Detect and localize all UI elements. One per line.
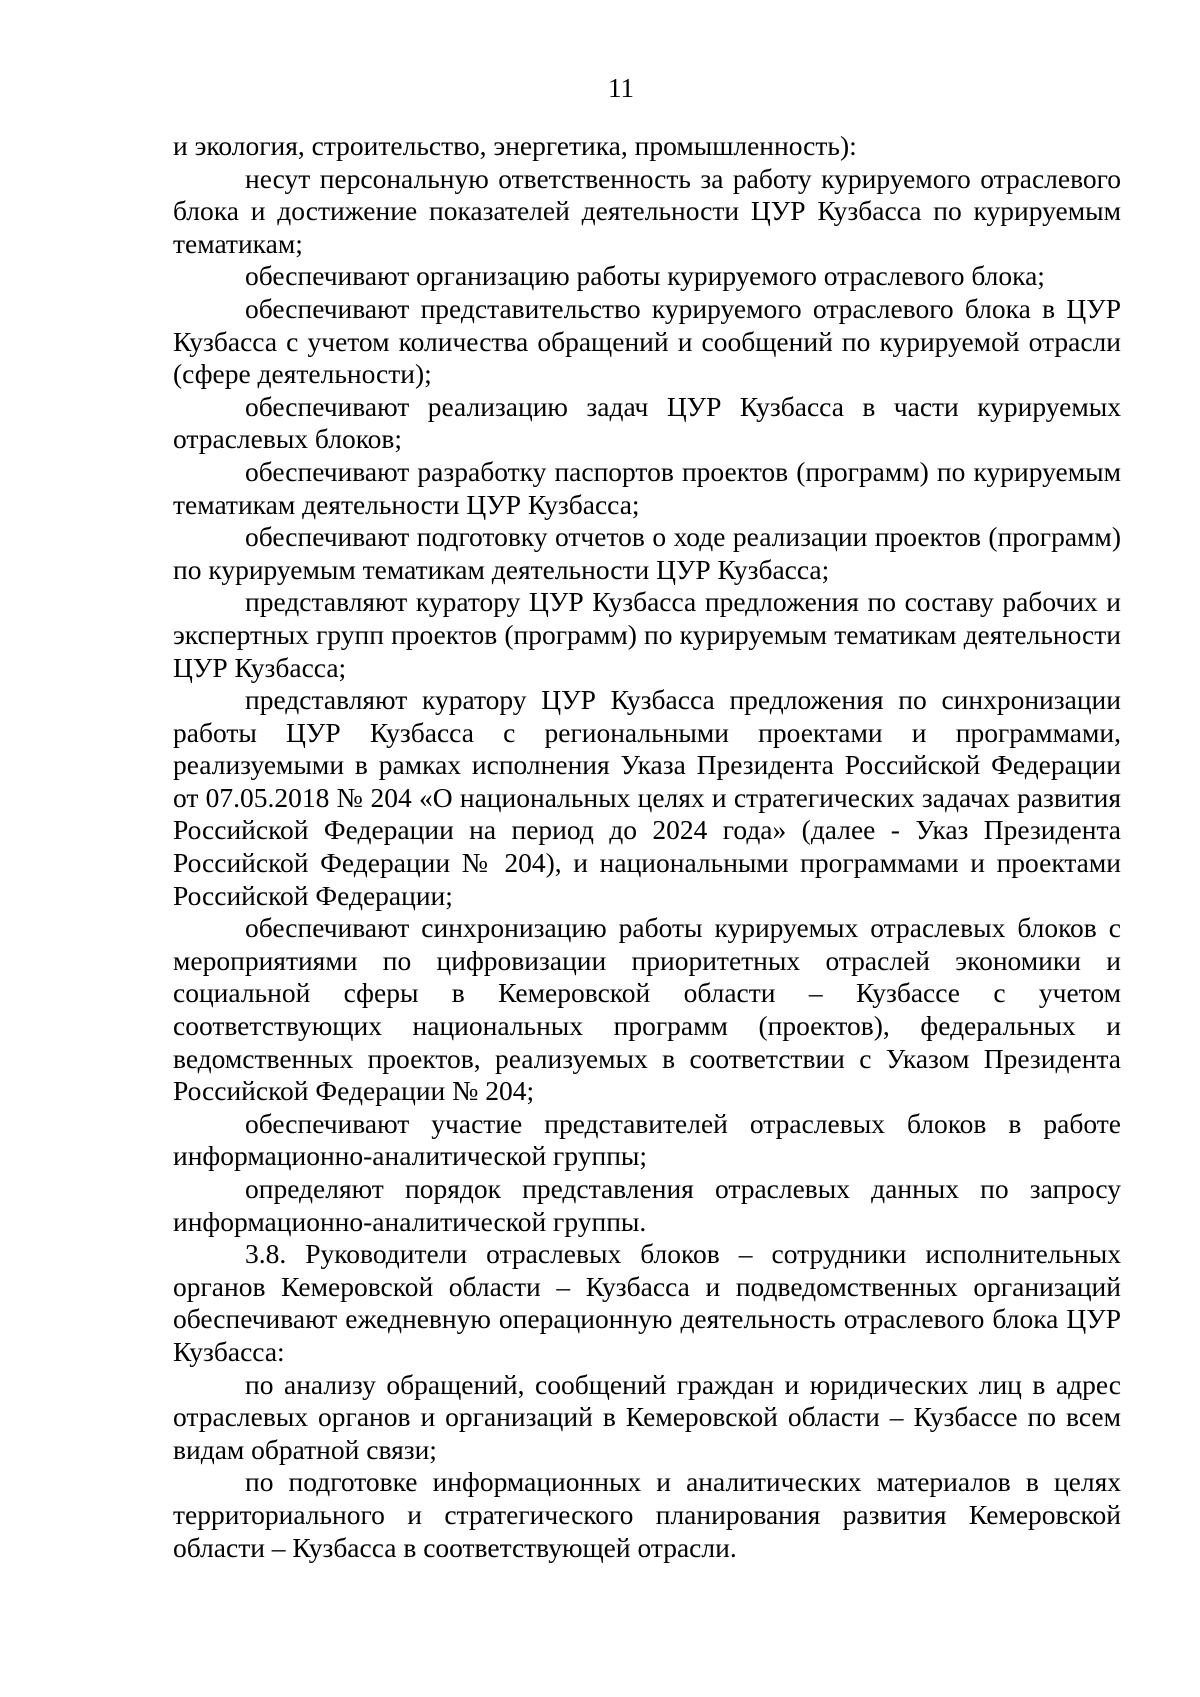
document-body: [173, 130, 1121, 1564]
paragraph-representation: обеспечивают представительство курируемого отраслевого блока в ЦУР Кузбасса с учетом количества обращений и сообщений по курируемой отрасли (сфере деятельности);: [173, 292, 1121, 390]
paragraph-analytics-group-participation: обеспечивают участие представителей отраслевых блоков в работе информационно-аналитической группы;: [173, 1107, 1121, 1172]
paragraph-section-3-8: 3.8. Руководители отраслевых блоков – сотрудники исполнительных органов Кемеровской области – Кузбасса и подведомственных организаций обеспечивают ежедневную операционную деятельность отраслевого блока ЦУР Кузбасса:: [173, 1238, 1121, 1367]
paragraph-progress-reports: обеспечивают подготовку отчетов о ходе реализации проектов (программ) по курируемым тематикам деятельности ЦУР Кузбасса;: [173, 521, 1121, 585]
paragraph-synchronization-proposals: представляют куратору ЦУР Кузбасса предложения по синхронизации работы ЦУР Кузбасса с региональными проектами и программами, реализуемыми в рамках исполнения Указа Президента Российской Федерации от 07.05.2018 № 204 «О национальных целях и стратегических задачах развития Российской Федерации на период до 2024 года» (далее - Указ Президента Российской Федерации № 204), и национальными программами и проектами Российской Федерации;: [173, 684, 1121, 911]
paragraph-continuation: и экология, строительство, энергетика, промышленность):: [173, 130, 857, 161]
paragraph-task-implementation: обеспечивают реализацию задач ЦУР Кузбасса в части курируемых отраслевых блоков;: [173, 390, 1121, 455]
paragraph-project-passports: обеспечивают разработку паспортов проектов (программ) по курируемым тематикам деятельности ЦУР Кузбасса;: [173, 455, 1121, 520]
paragraph-digitalization-synchronization: обеспечивают синхронизацию работы курируемых отраслевых блоков с мероприятиями по цифровизации приоритетных отраслей экономики и социальной сферы в Кемеровской области – Кузбассе с учетом соответствующих национальных программ (проектов), федеральных и ведомственных проектов, реализуемых в соответствии с Указом Президента Российской Федерации № 204;: [173, 912, 1121, 1107]
paragraph-organization-of-work: обеспечивают организацию работы курируемого отраслевого блока;: [245, 260, 1045, 292]
paragraph-data-request-procedure: определяют порядок представления отраслевых данных по запросу информационно-аналитической группы.: [173, 1173, 1121, 1237]
paragraph-feedback-analysis: по анализу обращений, сообщений граждан и юридических лиц в адрес отраслевых органов и организаций в Кемеровской области – Кузбассе по всем видам обратной связи;: [173, 1368, 1121, 1465]
paragraph-analytical-materials: по подготовке информационных и аналитических материалов в целях территориального и стратегического планирования развития Кемеровской области – Кузбасса в соответствующей отрасли.: [173, 1466, 1121, 1563]
page-number: 11: [608, 73, 634, 103]
paragraph-personal-responsibility: несут персональную ответственность за работу курируемого отраслевого блока и достижение показателей деятельности ЦУР Кузбасса по курируемым тематикам;: [173, 162, 1121, 259]
paragraph-working-groups-proposals: представляют куратору ЦУР Кузбасса предложения по составу рабочих и экспертных групп проектов (программ) по курируемым тематикам деятельности ЦУР Кузбасса;: [173, 586, 1121, 683]
